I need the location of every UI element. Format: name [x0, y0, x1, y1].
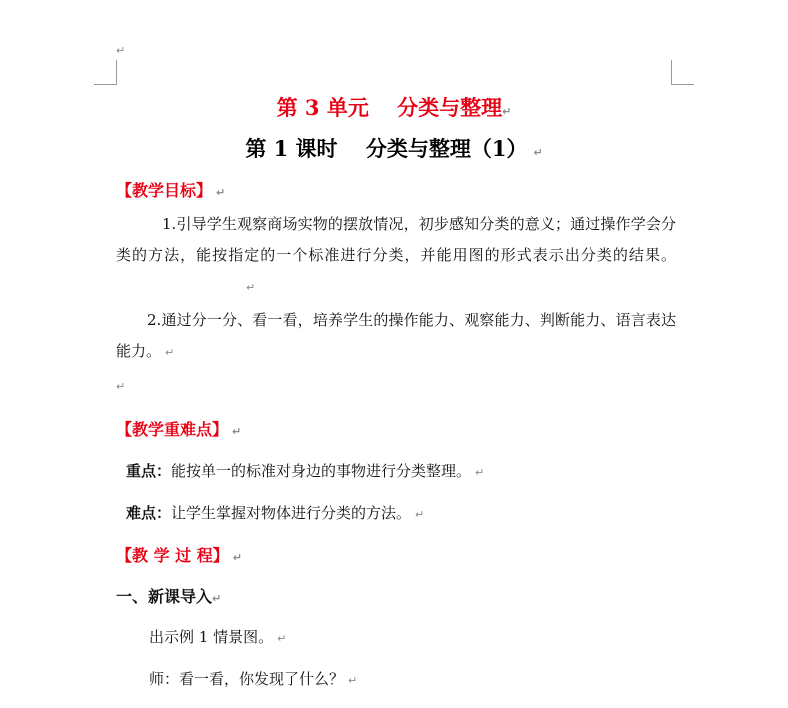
paragraph-mark-icon: ↵ [165, 346, 175, 359]
paragraph-mark-icon: ↵ [232, 425, 242, 438]
focus-label: 重点： [126, 462, 172, 480]
process-heading [116, 543, 242, 566]
process-line-2 [149, 668, 357, 689]
margin-corner-top-right [671, 60, 694, 85]
lesson-title-text: 第 1 课时 分类与整理（1） [245, 136, 528, 161]
paragraph-mark-icon: ↵ [216, 186, 226, 199]
paragraph-mark-icon: ↵ [533, 146, 543, 159]
objective-item-2-text: 2.通过分一分、看一看，培养学生的操作能力、观察能力、判断能力、语言表达能力。 [116, 311, 676, 360]
objective-item-1-text: 1.引导学生观察商场实物的摆放情况，初步感知分类的意义；通过操作学会分类的方法，能按指定的一个标准进行分类，并能用图的形式表示出分类的结果。 [116, 215, 676, 264]
difficulty-line [126, 502, 424, 523]
unit-title [0, 92, 788, 122]
lesson-title [0, 133, 788, 163]
section-title-intro-text: 一、新课导入 [116, 587, 213, 606]
objectives-heading [116, 178, 225, 201]
paragraph-mark-icon: ↵ [415, 508, 425, 521]
paragraph-mark-icon: ↵ [116, 44, 126, 57]
paragraph-mark-icon: ↵ [277, 632, 287, 645]
unit-title-text: 第 3 单元 分类与整理 [276, 95, 503, 120]
process-line-1 [149, 626, 286, 647]
key-points-heading [116, 417, 241, 440]
objective-item-2 [116, 305, 676, 367]
paragraph-mark-icon: ↵ [475, 466, 485, 479]
focus-text: 能按单一的标准对身边的事物进行分类整理。 [171, 462, 472, 480]
difficulty-text: 让学生掌握对物体进行分类的方法。 [171, 504, 412, 522]
paragraph-mark-icon: ↵ [232, 551, 242, 564]
focus-line [126, 460, 484, 481]
process-line-1-text: 出示例 1 情景图。 [149, 628, 274, 646]
paragraph-mark-icon: ↵ [212, 592, 222, 605]
objectives-heading-text: 【教学目标】 [116, 181, 213, 200]
section-title-intro [116, 584, 221, 607]
margin-corner-top-left [94, 60, 117, 85]
process-line-2-text: 师：看一看，你发现了什么？ [149, 670, 345, 688]
paragraph-mark-icon: ↵ [246, 281, 256, 294]
objective-item-1 [116, 209, 676, 302]
difficulty-label: 难点： [126, 504, 172, 522]
key-points-heading-text: 【教学重难点】 [116, 420, 229, 439]
paragraph-mark-icon: ↵ [116, 380, 126, 393]
process-heading-text: 【教 学 过 程】 [116, 546, 229, 565]
paragraph-mark-icon: ↵ [348, 674, 358, 687]
paragraph-mark-icon: ↵ [502, 105, 512, 118]
